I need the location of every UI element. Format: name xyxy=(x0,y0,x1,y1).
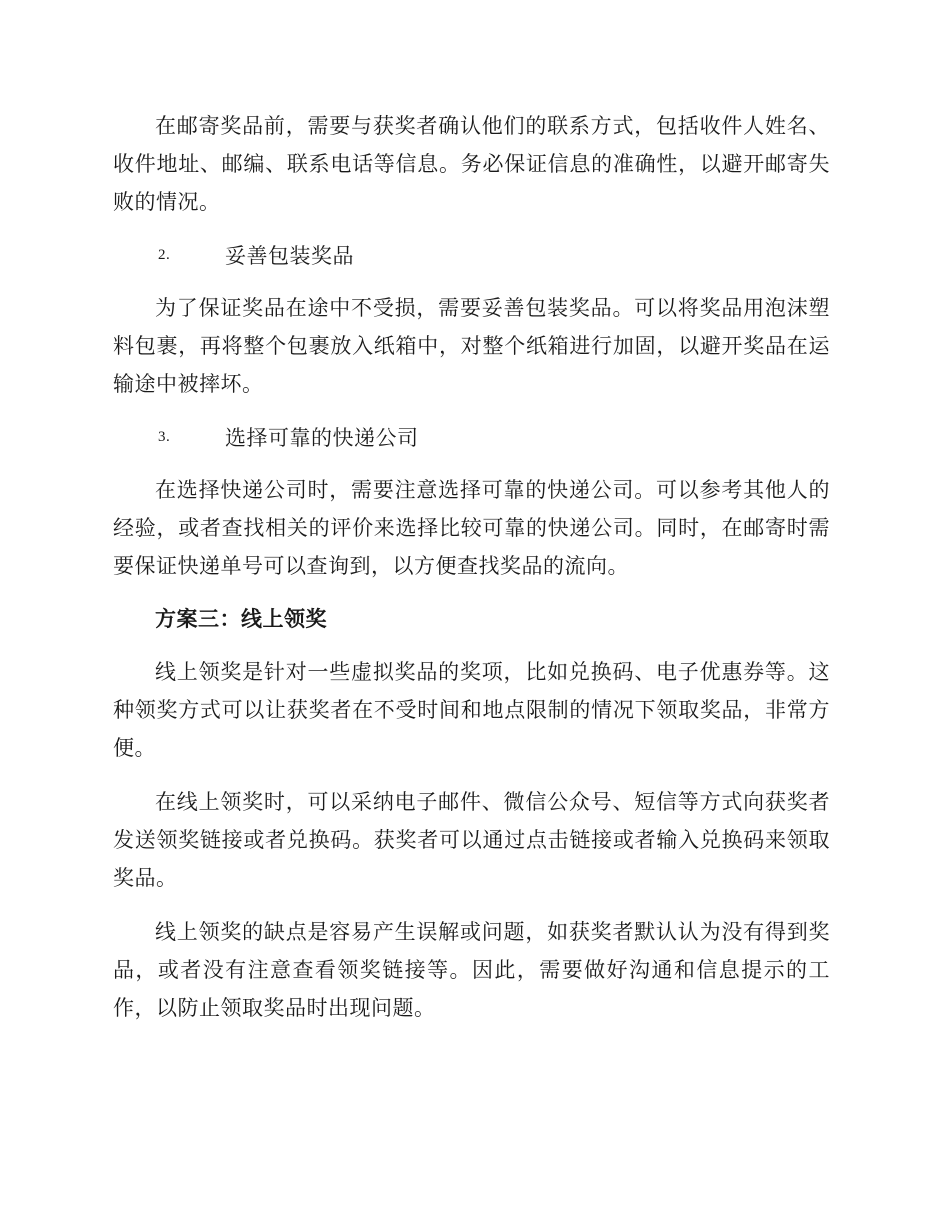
list-item-label: 妥善包装奖品 xyxy=(225,244,354,268)
list-number: 3. xyxy=(158,428,171,445)
list-number: 2. xyxy=(158,246,171,263)
list-item-packaging xyxy=(113,236,830,274)
paragraph-online-intro: 线上领奖是针对一些虚拟奖品的奖项，比如兑换码、电子优惠券等。这种领奖方式可以让获奖者在不受时间和地点限制的情况下领取奖品，非常方便。 xyxy=(113,660,830,760)
document-page xyxy=(113,107,830,1027)
paragraph-courier: 在选择快递公司时，需要注意选择可靠的快递公司。可以参考其他人的经验，或者查找相关的评价来选择比较可靠的快递公司。同时，在邮寄时需要保证快递单号可以查询到，以方便查找奖品的流向。 xyxy=(113,478,830,578)
paragraph-confirm-contact: 在邮寄奖品前，需要与获奖者确认他们的联系方式，包括收件人姓名、收件地址、邮编、联系电话等信息。务必保证信息的准确性，以避开邮寄失败的情况。 xyxy=(113,114,830,214)
paragraph-online-method: 在线上领奖时，可以采纳电子邮件、微信公众号、短信等方式向获奖者发送领奖链接或者兑换码。获奖者可以通过点击链接或者输入兑换码来领取奖品。 xyxy=(113,790,830,890)
paragraph-packaging: 为了保证奖品在途中不受损，需要妥善包装奖品。可以将奖品用泡沫塑料包裹，再将整个包裹放入纸箱中，对整个纸箱进行加固，以避开奖品在运输途中被摔坏。 xyxy=(113,296,830,396)
list-item-courier xyxy=(113,418,830,456)
paragraph-online-drawbacks: 线上领奖的缺点是容易产生误解或问题，如获奖者默认认为没有得到奖品，或者没有注意查看领奖链接等。因此，需要做好沟通和信息提示的工作，以防止领取奖品时出现问题。 xyxy=(113,920,830,1020)
section-heading-online: 方案三：线上领奖 xyxy=(155,607,327,631)
list-item-label: 选择可靠的快递公司 xyxy=(225,426,419,450)
